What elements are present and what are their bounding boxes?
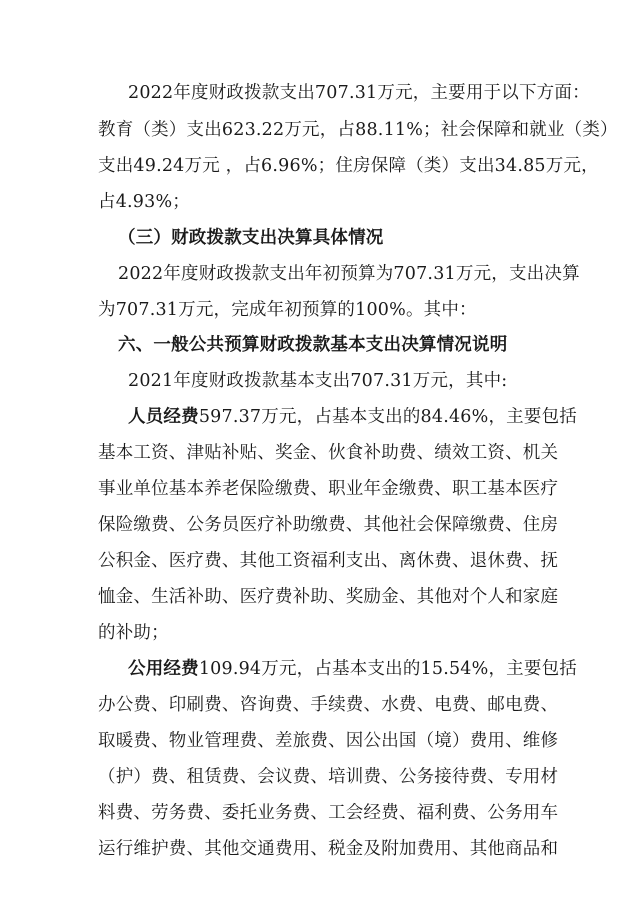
para4-line1 xyxy=(128,406,588,428)
para2-line2: 为707.31万元，完成年初预算的100%。其中： xyxy=(98,300,477,320)
para4-line7: 的补助； xyxy=(98,623,169,643)
public-expense-label: 公用经费 xyxy=(128,659,199,679)
section-heading-6: 六、一般公共预算财政拨款基本支出决算情况说明 xyxy=(118,335,508,355)
personnel-expense-label: 人员经费 xyxy=(128,407,199,427)
para4-line4: 保险缴费、公务员医疗补助缴费、其他社会保障缴费、住房 xyxy=(98,515,559,535)
para4-line1-rest: 597.37万元，占基本支出的84.46%，主要包括 xyxy=(198,407,577,427)
para1-line3: 支出49.24万元 ，占6.96%；住房保障（类）支出34.85万元， xyxy=(98,156,599,176)
para4-line5: 公积金、医疗费、其他工资福利支出、离休费、退休费、抚 xyxy=(98,551,559,571)
para5-line6: 运行维护费、其他交通费用、税金及附加费用、其他商品和 xyxy=(98,839,559,859)
para1-line4: 占4.93%； xyxy=(98,192,190,212)
para4-line2: 基本工资、津贴补贴、奖金、伙食补助费、绩效工资、机关 xyxy=(98,443,559,463)
para1-line1: 2022年度财政拨款支出707.31万元，主要用于以下方面： xyxy=(128,83,590,103)
para5-line3: 取暖费、物业管理费、差旅费、因公出国（境）费用、维修 xyxy=(98,731,559,751)
para5-line1-rest: 109.94万元，占基本支出的15.54%，主要包括 xyxy=(198,659,577,679)
para2-line1: 2022年度财政拨款支出年初预算为707.31万元，支出决算 xyxy=(118,264,580,284)
para4-line6: 恤金、生活补助、医疗费补助、奖励金、其他对个人和家庭 xyxy=(98,587,559,607)
para5-line2: 办公费、印刷费、咨询费、手续费、水费、电费、邮电费、 xyxy=(98,695,559,715)
section-heading-3: （三）财政拨款支出决算具体情况 xyxy=(118,228,384,248)
para3-line1: 2021年度财政拨款基本支出707.31万元，其中: xyxy=(128,371,508,391)
para4-line3: 事业单位基本养老保险缴费、职业年金缴费、职工基本医疗 xyxy=(98,479,559,499)
para1-line2: 教育（类）支出623.22万元，占88.11%；社会保障和就业（类） xyxy=(98,120,618,140)
para5-line4: （护）费、租赁费、会议费、培训费、公务接待费、专用材 xyxy=(98,767,559,787)
para5-line5: 料费、劳务费、委托业务费、工会经费、福利费、公务用车 xyxy=(98,803,559,823)
para5-line1 xyxy=(128,658,588,680)
